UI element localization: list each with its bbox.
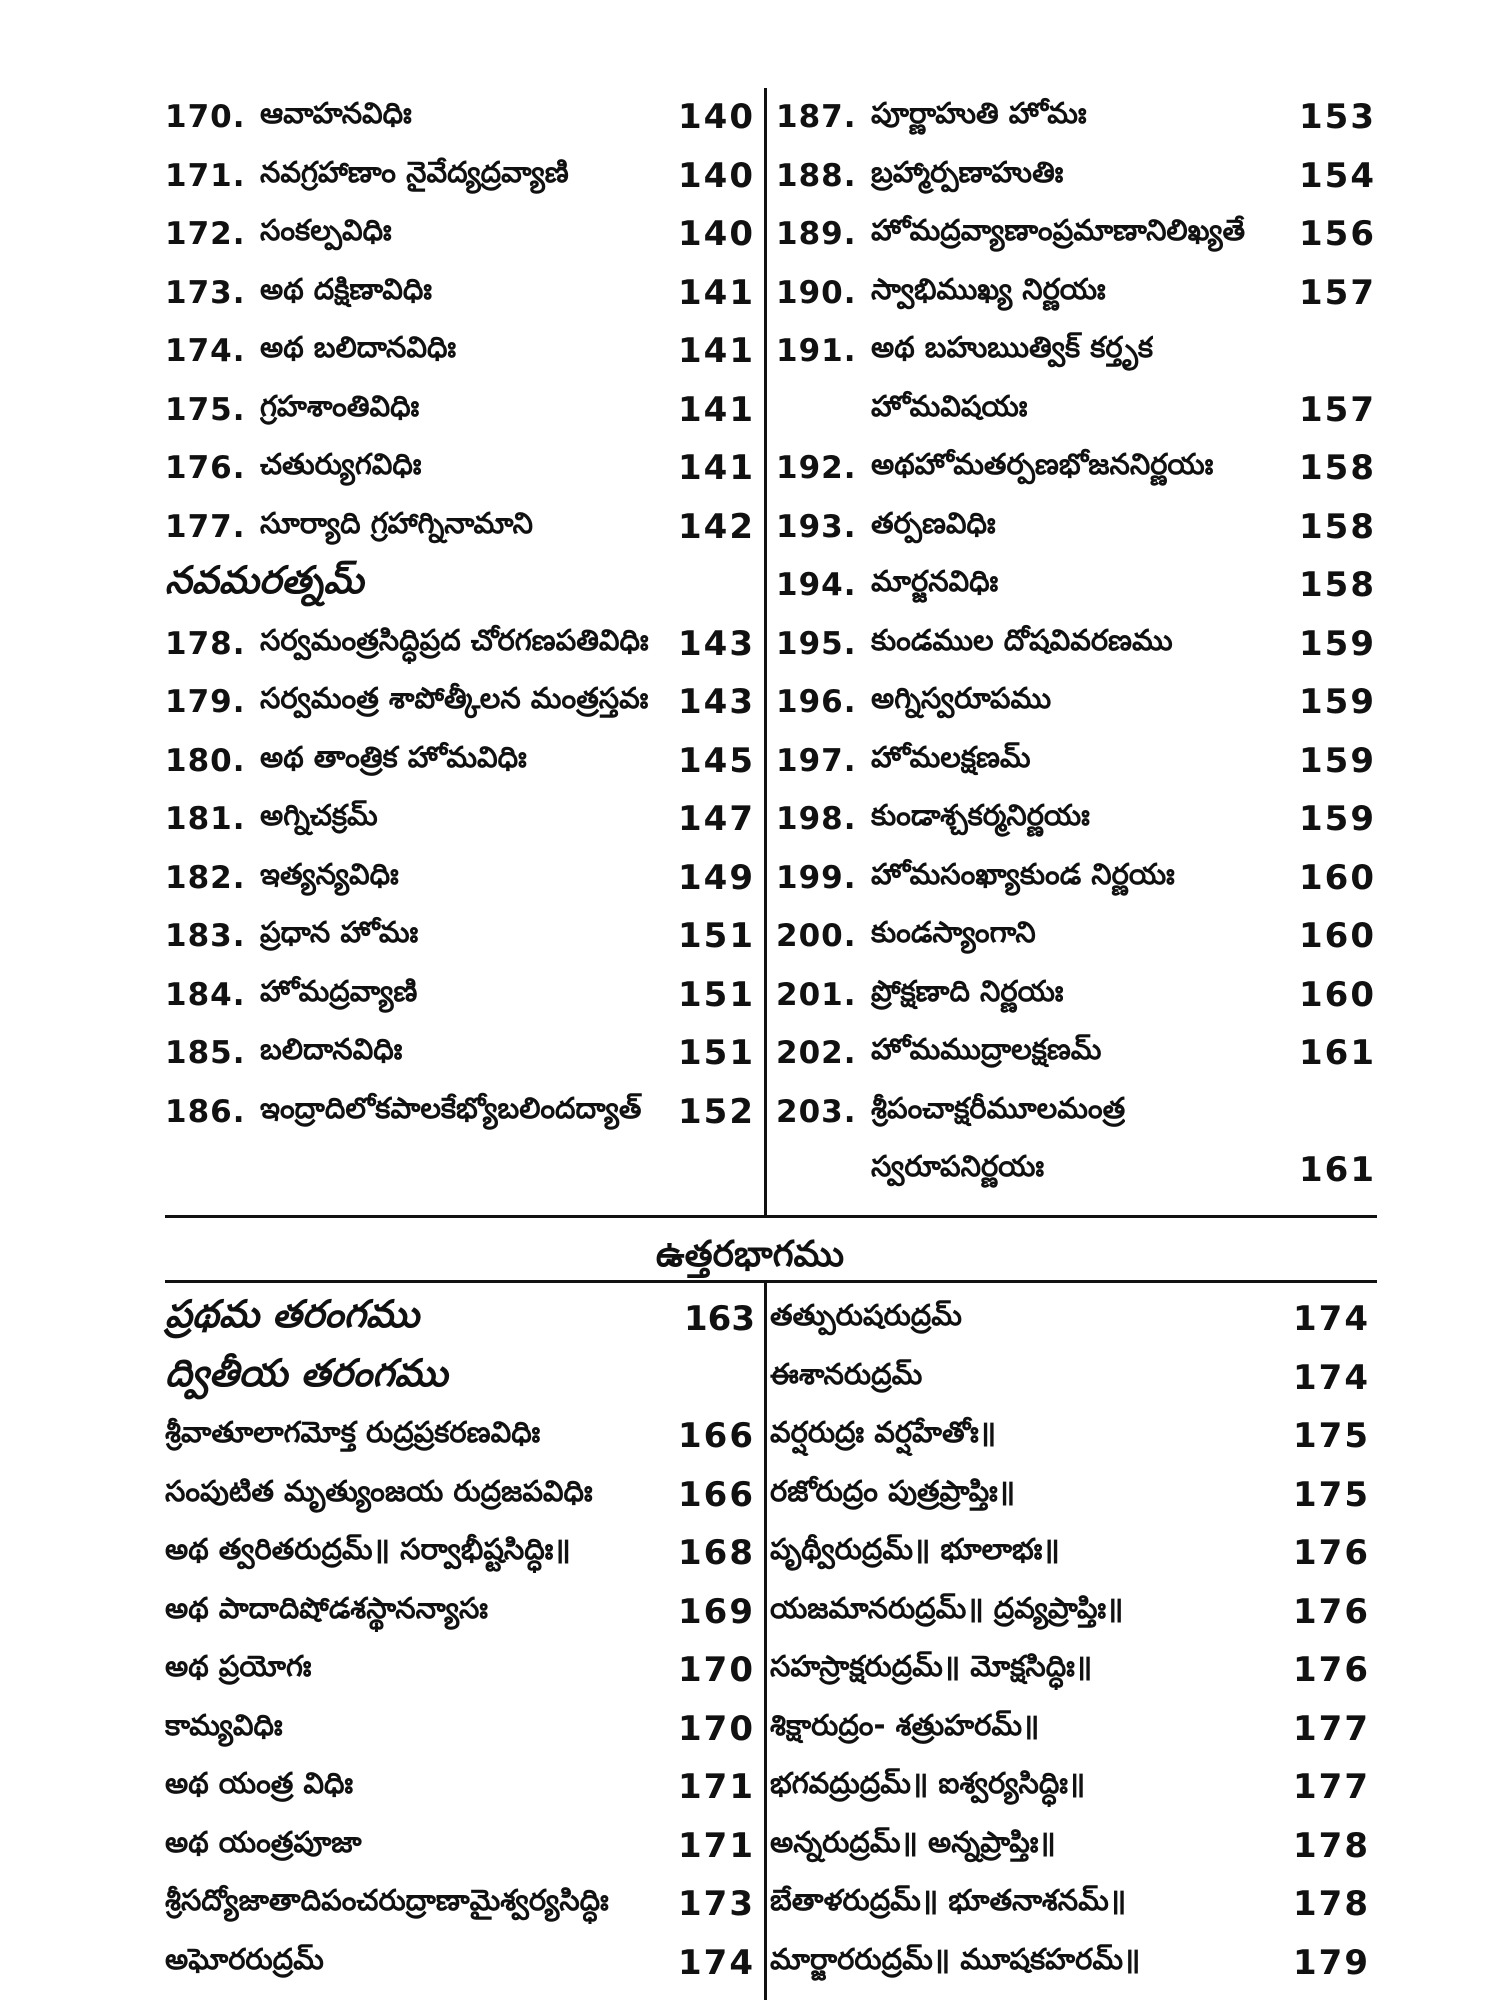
entry-page-number: 176 <box>1293 1650 1370 1690</box>
entry-title: స్వాభిముఖ్య నిర్ణయః <box>871 271 1106 306</box>
entry-number: 181. <box>165 801 246 837</box>
toc-entry <box>165 88 755 146</box>
entry-number: 193. <box>776 508 857 545</box>
entry-page-number: 176 <box>1293 1591 1370 1632</box>
entry-title: సూర్యాది గ్రహాగ్నినామాని <box>260 505 533 540</box>
entry-title: పృథ్వీరుద్రమ్॥ భూలాభః॥ <box>770 1532 1060 1566</box>
entry-page-number: 168 <box>678 1533 755 1573</box>
entry-title: అన్నరుద్రమ్॥ అన్నప్రాప్తిః॥ <box>770 1824 1056 1859</box>
entry-title: అథ బహుఋత్విక్ కర్తృక <box>871 330 1154 364</box>
toc-entry <box>770 1290 1370 1348</box>
entry-page-number: 178 <box>1293 1884 1370 1924</box>
entry-title: అథ యంత్రపూజా <box>165 1824 362 1859</box>
toc-entry <box>776 966 1376 1024</box>
entry-number: 176. <box>165 450 246 486</box>
entry-title: కుండాశ్చకర్మనిర్ణయః <box>871 798 1090 832</box>
entry-number: 171. <box>165 157 246 194</box>
entry-title: కుండముల దోషవివరణము <box>871 622 1173 657</box>
entry-number: 188. <box>776 157 857 194</box>
entry-page-number: 154 <box>1299 155 1376 196</box>
entry-page-number: 147 <box>678 799 755 839</box>
entry-page-number: 141 <box>678 331 755 371</box>
toc-entry <box>770 1524 1370 1582</box>
entry-number: 190. <box>776 274 857 311</box>
toc-entry <box>770 1934 1370 1992</box>
toc-entry <box>776 615 1376 673</box>
entry-title: హోమద్రవ్యాణాంప్రమాణానిలిఖ్యతే <box>871 213 1246 247</box>
entry-title: గ్రహశాంతివిధిః <box>260 388 420 423</box>
toc-entry <box>165 498 755 556</box>
entry-title: హోమముద్రాలక్షణమ్ <box>871 1032 1102 1066</box>
toc-entry <box>165 1583 755 1641</box>
entry-title: అగ్నిస్వరూపము <box>871 681 1052 715</box>
entry-number: 195. <box>776 625 857 662</box>
entry-page-number: 143 <box>678 682 755 722</box>
entry-page-number: 160 <box>1299 974 1376 1015</box>
entry-page-number: 166 <box>678 1474 755 1515</box>
entry-page-number: 166 <box>678 1416 755 1456</box>
entry-title: మార్జనవిధిః <box>871 564 999 598</box>
entry-title: హోమవిషయః <box>871 388 1028 423</box>
toc-entry <box>776 322 1376 380</box>
entry-page-number: 151 <box>678 1033 755 1073</box>
entry-page-number: 161 <box>1299 1033 1376 1073</box>
entry-title: ఆవాహనవిధిః <box>260 96 412 130</box>
toc-entry <box>165 615 755 673</box>
toc-entry <box>776 907 1376 965</box>
entry-title: అథ బలిదానవిధిః <box>260 330 457 364</box>
entry-title: సంపుటిత మృత్యుంజయ రుద్రజపవిధిః <box>165 1473 593 1508</box>
entry-page-number: 170 <box>678 1650 755 1690</box>
entry-title: నవగ్రహాణాం నైవేద్యద్రవ్యాణి <box>260 154 569 189</box>
entry-title: అథహోమతర్పణభోజననిర్ణయః <box>871 447 1214 481</box>
entry-title: శిక్షారుద్రం- శత్రుహరమ్॥ <box>770 1707 1040 1742</box>
entry-number: 198. <box>776 801 857 837</box>
entry-title: బ్రహ్మార్పణాహుతిః <box>871 154 1064 189</box>
entry-page-number: 142 <box>678 506 755 547</box>
entry-page-number: 175 <box>1293 1474 1370 1515</box>
entry-number: 180. <box>165 742 246 779</box>
toc-entry <box>165 849 755 907</box>
entry-number: 178. <box>165 625 246 662</box>
entry-page-number: 156 <box>1299 214 1376 254</box>
toc-entry <box>165 1875 755 1933</box>
entry-title: భగవద్రుద్రమ్॥ ఐశ్వర్యసిద్ధిః॥ <box>770 1766 1086 1800</box>
entry-title: సహస్రాక్షరుద్రమ్॥ మోక్షసిద్ధిః॥ <box>770 1649 1093 1683</box>
entry-title: ప్రోక్షణాది నిర్ణయః <box>871 973 1064 1008</box>
entry-page-number: 175 <box>1293 1416 1370 1456</box>
entry-title: తత్పురుషరుద్రమ్ <box>770 1298 962 1332</box>
entry-title: అథ దక్షిణావిధిః <box>260 271 432 306</box>
toc-entry <box>776 673 1376 731</box>
toc-entry <box>165 1817 755 1875</box>
toc-entry <box>776 1083 1376 1141</box>
toc-entry <box>165 1524 755 1582</box>
toc-entry <box>165 966 755 1024</box>
entry-number: 199. <box>776 859 857 896</box>
toc-entry <box>776 732 1376 790</box>
entry-title: హోమలక్షణమ్ <box>871 739 1031 774</box>
entry-title: శ్రీపంచాక్షరీమూలమంత్ర <box>871 1090 1126 1125</box>
entry-page-number: 160 <box>1299 857 1376 898</box>
entry-page-number: 171 <box>678 1767 755 1807</box>
entry-title: శ్రీవాతూలాగమోక్త రుద్రప్రకరణవిధిః <box>165 1415 541 1449</box>
entry-title: సర్వమంత్ర శాపోత్కీలన మంత్రస్తవః <box>260 681 649 715</box>
entry-number: 170. <box>165 99 246 135</box>
toc-entry <box>776 1024 1376 1082</box>
toc-entry <box>776 439 1376 497</box>
entry-page-number: 153 <box>1299 97 1376 137</box>
entry-number: 182. <box>165 859 246 896</box>
entry-title: సర్వమంత్రసిద్ధిప్రద చోరగణపతివిధిః <box>260 622 649 657</box>
entry-page-number: 158 <box>1299 506 1376 547</box>
toc-entry <box>776 849 1376 907</box>
toc-entry <box>770 1758 1370 1816</box>
toc-entry <box>165 673 755 731</box>
entry-title: ఈశానరుద్రమ్ <box>770 1356 923 1391</box>
entry-page-number: 176 <box>1293 1533 1370 1573</box>
entry-title: హోమద్రవ్యాణి <box>260 973 418 1008</box>
entry-page-number: 159 <box>1299 682 1376 722</box>
toc-entry <box>770 1466 1370 1524</box>
toc-entry <box>165 322 755 380</box>
entry-title: మార్జారరుద్రమ్॥ మూషకహరమ్॥ <box>770 1941 1141 1976</box>
entry-page-number: 159 <box>1299 799 1376 839</box>
entry-number: 183. <box>165 918 246 954</box>
entry-number: 192. <box>776 450 857 486</box>
entry-page-number: 161 <box>1299 1150 1376 1190</box>
entry-page-number: 151 <box>678 974 755 1015</box>
toc-entry <box>776 556 1376 614</box>
toc-entry <box>165 732 755 790</box>
entry-number: 173. <box>165 274 246 311</box>
column-divider-bottom <box>764 1282 767 2000</box>
toc-entry <box>776 264 1376 322</box>
entry-title: పూర్ణాహుతి హోమః <box>871 96 1087 130</box>
entry-title: అథ త్వరితరుద్రమ్॥ సర్వాభీష్టసిద్ధిః॥ <box>165 1532 571 1566</box>
entry-title: రజోరుద్రం పుత్రప్రాప్తిః॥ <box>770 1473 1016 1508</box>
entry-page-number: 157 <box>1299 389 1376 430</box>
entry-page-number: 141 <box>678 389 755 430</box>
entry-page-number: 141 <box>678 448 755 488</box>
entry-number: 179. <box>165 684 246 720</box>
entry-title: అథ యంత్ర విధిః <box>165 1766 354 1800</box>
toc-entry <box>770 1817 1370 1875</box>
entry-title: అథ తాంత్రిక హోమవిధిః <box>260 739 527 774</box>
entry-title: ఇంద్రాదిలోకపాలకేభ్యోబలిందద్యాత్ <box>260 1090 642 1125</box>
toc-entry <box>165 1641 755 1699</box>
entry-page-number: 140 <box>678 214 755 254</box>
section-heading: నవమరత్నమ్ <box>165 558 364 602</box>
entry-number: 175. <box>165 391 246 428</box>
toc-entry <box>776 498 1376 556</box>
toc-entry <box>165 439 755 497</box>
entry-page-number: 151 <box>678 916 755 956</box>
entry-title: తర్పణవిధిః <box>871 505 996 540</box>
toc-entry <box>165 1758 755 1816</box>
column-divider-top <box>764 88 767 1216</box>
entry-number: 187. <box>776 99 857 135</box>
toc-entry <box>776 88 1376 146</box>
entry-number: 174. <box>165 333 246 369</box>
toc-entry <box>776 381 1376 439</box>
toc-entry <box>165 1083 755 1141</box>
section-heading <box>165 1349 755 1407</box>
entry-number: 186. <box>165 1093 246 1130</box>
entry-title: బేతాళరుద్రమ్॥ భూతనాశనమ్॥ <box>770 1883 1127 1917</box>
entry-number: 201. <box>776 976 857 1013</box>
entry-number: 197. <box>776 742 857 779</box>
toc-entry <box>770 1583 1370 1641</box>
toc-entry <box>165 147 755 205</box>
toc-entry <box>770 1407 1370 1465</box>
toc-entry <box>770 1349 1370 1407</box>
entry-title: అఘోరరుద్రమ్ <box>165 1941 324 1976</box>
entry-page-number: 140 <box>678 97 755 137</box>
entry-title: కామ్యవిధిః <box>165 1707 283 1742</box>
entry-page-number: 173 <box>678 1884 755 1924</box>
entry-page-number: 160 <box>1299 916 1376 956</box>
entry-page-number: 159 <box>1299 740 1376 781</box>
section-rule-top <box>165 1215 1377 1218</box>
heading-title: ద్వితీయ తరంగము <box>165 1350 448 1395</box>
section-heading <box>165 1290 755 1348</box>
entry-page-number: 177 <box>1293 1708 1370 1749</box>
entry-number: 200. <box>776 918 857 954</box>
entry-title: శ్రీసద్యోజాతాదిపంచరుద్రాణామైశ్వర్యసిద్ధిః <box>165 1883 609 1917</box>
entry-number: 196. <box>776 684 857 720</box>
entry-page-number: 145 <box>678 740 755 781</box>
entry-number: 203. <box>776 1093 857 1130</box>
entry-number: 191. <box>776 333 857 369</box>
entry-page-number: 157 <box>1299 272 1376 313</box>
entry-page-number: 169 <box>678 1591 755 1632</box>
entry-title: అథ పాదాదిషోడశస్థానన్యాసః <box>165 1590 488 1625</box>
entry-page-number: 171 <box>678 1825 755 1866</box>
entry-page-number: 179 <box>1293 1942 1370 1983</box>
toc-entry <box>165 381 755 439</box>
entry-page-number: 158 <box>1299 448 1376 488</box>
entry-page-number: 174 <box>1293 1299 1370 1339</box>
entry-page-number: 149 <box>678 857 755 898</box>
entry-title: ప్రధాన హోమః <box>260 915 419 949</box>
entry-page-number: 158 <box>1299 565 1376 605</box>
toc-entry <box>770 1700 1370 1758</box>
entry-title: చతుర్యుగవిధిః <box>260 447 422 481</box>
entry-number: 202. <box>776 1035 857 1071</box>
entry-title: అథ ప్రయోగః <box>165 1649 312 1683</box>
entry-title: వర్షరుద్రః వర్షహేతోః॥ <box>770 1415 997 1449</box>
toc-entry <box>165 907 755 965</box>
toc-entry <box>165 1934 755 1992</box>
entry-page-number: 174 <box>678 1942 755 1983</box>
toc-entry <box>165 1466 755 1524</box>
toc-entry <box>770 1875 1370 1933</box>
toc-entry <box>165 790 755 848</box>
entry-page-number: 177 <box>1293 1767 1370 1807</box>
entry-page-number: 174 <box>1293 1357 1370 1398</box>
entry-number: 172. <box>165 216 246 252</box>
entry-title: బలిదానవిధిః <box>260 1032 403 1066</box>
toc-entry <box>776 205 1376 263</box>
entry-title: స్వరూపనిర్ణయః <box>871 1149 1045 1183</box>
toc-entry <box>165 1407 755 1465</box>
entry-number: 177. <box>165 508 246 545</box>
entry-title: ఇత్యన్యవిధిః <box>260 856 399 891</box>
toc-entry <box>776 147 1376 205</box>
heading-page-number: 163 <box>684 1299 755 1339</box>
entry-number: 184. <box>165 976 246 1013</box>
entry-page-number: 140 <box>678 155 755 196</box>
entry-page-number: 159 <box>1299 623 1376 664</box>
entry-number: 189. <box>776 216 857 252</box>
toc-entry <box>165 264 755 322</box>
entry-title: యజమానరుద్రమ్॥ ద్రవ్యప్రాప్తిః॥ <box>770 1590 1124 1625</box>
section-rule-bottom <box>165 1280 1377 1283</box>
toc-entry <box>776 790 1376 848</box>
entry-number: 185. <box>165 1035 246 1071</box>
heading-title: ప్రథమ తరంగము <box>165 1292 420 1336</box>
entry-page-number: 170 <box>678 1708 755 1749</box>
toc-entry <box>165 1700 755 1758</box>
entry-number: 194. <box>776 567 857 603</box>
toc-entry <box>776 1141 1376 1199</box>
toc-entry <box>165 205 755 263</box>
entry-page-number: 178 <box>1293 1825 1370 1866</box>
section-title: ఉత్తరభాగము <box>655 1234 845 1275</box>
entry-title: హోమసంఖ్యాకుండ నిర్ణయః <box>871 856 1175 891</box>
entry-page-number: 143 <box>678 623 755 664</box>
toc-entry <box>770 1641 1370 1699</box>
entry-page-number: 141 <box>678 272 755 313</box>
entry-page-number: 152 <box>678 1091 755 1132</box>
toc-entry <box>165 1024 755 1082</box>
entry-title: కుండస్యాంగాని <box>871 915 1036 949</box>
entry-title: అగ్నిచక్రమ్ <box>260 798 378 832</box>
entry-title: సంకల్పవిధిః <box>260 213 392 247</box>
